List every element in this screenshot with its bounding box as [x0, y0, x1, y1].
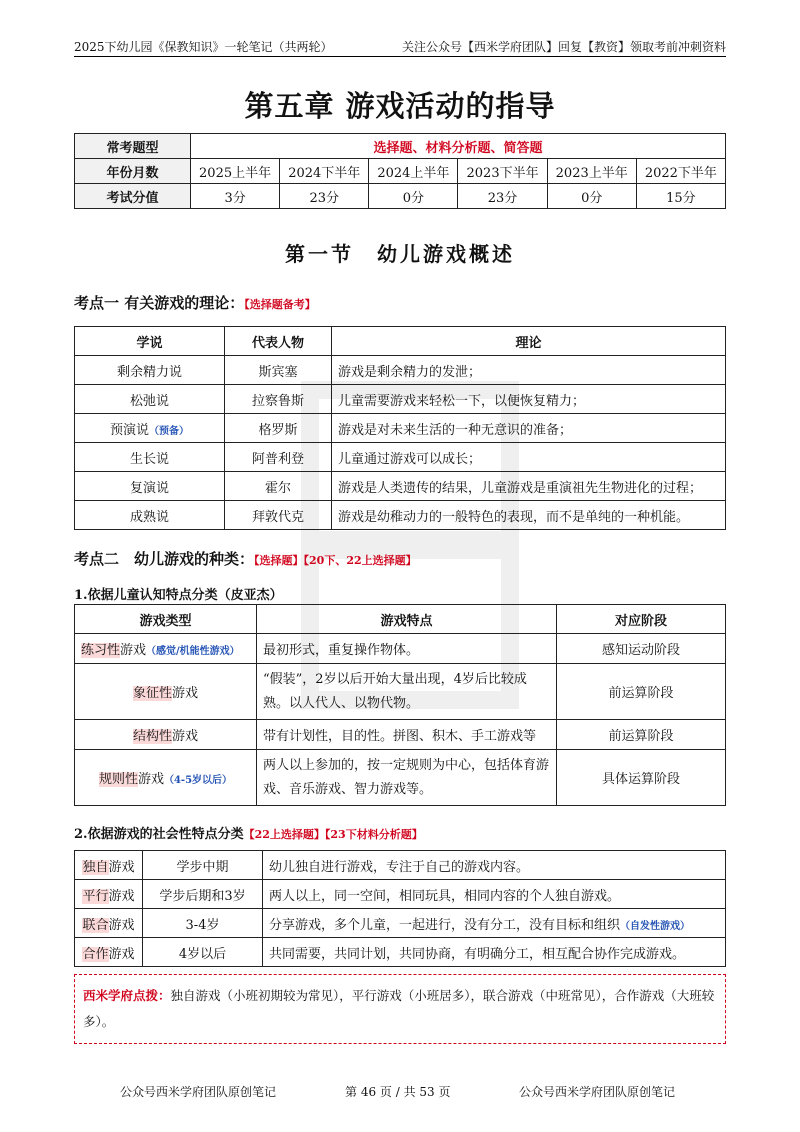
year-cell: 2024上半年: [369, 159, 458, 184]
feature-cell: 最初形式，重复操作物体。: [257, 634, 557, 664]
table-row: [75, 664, 726, 720]
type-suffix: 游戏: [108, 859, 135, 875]
table-row: [75, 634, 726, 664]
type-suffix: 游戏: [108, 888, 135, 904]
theory-cell: [75, 414, 225, 443]
type-highlight: 练习性: [81, 643, 121, 658]
desc-cell: 两人以上，同一空间，相同玩具，相同内容的个人独自游戏。: [263, 880, 726, 909]
score-cell: 15分: [636, 184, 725, 209]
age-cell: 4岁以后: [143, 938, 263, 967]
score-cell: 23分: [458, 184, 547, 209]
theory-cell: 剩余精力说: [75, 356, 225, 385]
kp1-heading: [74, 292, 316, 313]
theory-table: [74, 326, 726, 530]
table-row: [75, 414, 726, 443]
kp2-heading: [74, 548, 417, 569]
year-cell: 2024下半年: [280, 159, 369, 184]
chapter-title: 第五章 游戏活动的指导: [244, 89, 556, 123]
type-highlight: 象征性: [132, 686, 172, 701]
age-cell: 3-4岁: [143, 909, 263, 938]
person-cell: 拉察鲁斯: [225, 385, 332, 414]
stage-cell: 感知运动阶段: [557, 634, 726, 664]
tip-text: 独自游戏（小班初期较为常见），平行游戏（小班居多），联合游戏（中班常见），合作游戏（大班较多）。: [83, 988, 715, 1029]
kp1-title: 考点一 有关游戏的理论：: [74, 294, 245, 312]
desc-cell: 共同需要，共同计划，共同协商，有明确分工，相互配合协作完成游戏。: [263, 938, 726, 967]
table-row: [75, 880, 726, 909]
theory-cell: 成熟说: [75, 501, 225, 530]
social-type-cell: [75, 909, 143, 938]
desc-cell: [263, 909, 726, 938]
content-cell: 游戏是对未来生活的一种无意识的准备；: [332, 414, 726, 443]
kp1-tag: 【选择题备考】: [244, 298, 316, 311]
table-row: [75, 720, 726, 750]
type-cell: [75, 750, 257, 806]
table-row: [75, 385, 726, 414]
type-suffix: 游戏: [172, 729, 199, 744]
score-cell: 3分: [191, 184, 280, 209]
year-cell: 2022下半年: [636, 159, 725, 184]
year-cell: 2023上半年: [547, 159, 636, 184]
type-cell: [75, 634, 257, 664]
exam-type-label: 常考题型: [75, 134, 191, 159]
table-row: [75, 851, 726, 880]
year-cell: 2023下半年: [458, 159, 547, 184]
social-type-cell: [75, 851, 143, 880]
type-cell: [75, 664, 257, 720]
theory-cell: 复演说: [75, 472, 225, 501]
score-cell: 23分: [280, 184, 369, 209]
exam-info-table: [74, 133, 726, 209]
theory-cell: 松弛说: [75, 385, 225, 414]
table-row: [75, 356, 726, 385]
section-title: 第一节 幼儿游戏概述: [285, 242, 515, 266]
tip-box: [74, 974, 726, 1044]
type-note: （4-5岁以后）: [163, 775, 233, 786]
person-cell: 拜敦代克: [225, 501, 332, 530]
page-number: 第 46 页 / 共 53 页: [345, 1085, 451, 1099]
stage-cell: 前运算阶段: [557, 664, 726, 720]
table-row: [75, 443, 726, 472]
stage-cell: 具体运算阶段: [557, 750, 726, 806]
sub1-title: 1.依据儿童认知特点分类（皮亚杰）: [74, 588, 283, 603]
desc-cell: 幼儿独自进行游戏，专注于自己的游戏内容。: [263, 851, 726, 880]
age-cell: 学步中期: [143, 851, 263, 880]
desc-text: 分享游戏，多个儿童，一起进行，没有分工，没有目标和组织: [269, 917, 621, 933]
feature-cell: 带有计划性，目的性。拼图、积木、手工游戏等: [257, 720, 557, 750]
feature-cell: “假装”，2岁以后开始大量出现，4岁后比较成熟。以人代人、以物代物。: [257, 664, 557, 720]
type-highlight: 规则性: [98, 772, 138, 787]
type-header: 游戏类型: [75, 605, 257, 634]
content-cell: 游戏是剩余精力的发泄；: [332, 356, 726, 385]
table-row: [75, 909, 726, 938]
person-cell: 霍尔: [225, 472, 332, 501]
table-row: [75, 938, 726, 967]
social-table: [74, 850, 726, 967]
social-type-cell: [75, 938, 143, 967]
cognitive-table: [74, 604, 726, 806]
theory-name: 预演说: [109, 422, 149, 438]
age-cell: 学步后期和3岁: [143, 880, 263, 909]
type-highlight: 独自: [82, 859, 109, 875]
exam-type-value: 选择题、材料分析题、简答题: [191, 134, 726, 159]
type-suffix: 游戏: [172, 686, 199, 701]
type-cell: [75, 720, 257, 750]
header-left: 2025下幼儿园《保教知识》一轮笔记（共两轮）: [74, 40, 333, 54]
table-row: [75, 501, 726, 530]
type-note: （感觉/机能性游戏）: [146, 646, 240, 657]
table-row: [75, 472, 726, 501]
score-cell: 0分: [547, 184, 636, 209]
kp2-tag: 【选择题】【20下、22上选择题】: [254, 554, 417, 567]
type-highlight: 联合: [82, 917, 109, 933]
type-suffix: 游戏: [108, 946, 135, 962]
type-suffix: 游戏: [108, 917, 135, 933]
feature-header: 游戏特点: [257, 605, 557, 634]
content-header: 理论: [332, 327, 726, 356]
score-cell: 0分: [369, 184, 458, 209]
stage-header: 对应阶段: [557, 605, 726, 634]
type-highlight: 平行: [82, 888, 109, 904]
footer-left: 公众号西米学府团队原创笔记: [120, 1085, 277, 1099]
content-cell: 游戏是幼稚动力的一般特色的表现，而不是单纯的一种机能。: [332, 501, 726, 530]
person-header: 代表人物: [225, 327, 332, 356]
type-highlight: 结构性: [132, 729, 172, 744]
preplan-note: （预备）: [149, 425, 189, 437]
header-right: 关注公众号【西米学府团队】回复【教资】领取考前冲刺资料: [401, 40, 726, 54]
feature-cell: 两人以上参加的，按一定规则为中心，包括体育游戏、音乐游戏、智力游戏等。: [257, 750, 557, 806]
social-type-cell: [75, 880, 143, 909]
sub2-heading: [74, 823, 423, 842]
page-header: [74, 36, 726, 57]
type-suffix: 游戏: [137, 772, 164, 787]
year-label: 年份月数: [75, 159, 191, 184]
content-cell: 儿童需要游戏来轻松一下，以便恢复精力；: [332, 385, 726, 414]
table-row: [75, 750, 726, 806]
sub2-tag: 【22上选择题】【23下材料分析题】: [243, 828, 423, 841]
kp2-title: 考点二 幼儿游戏的种类：: [74, 550, 255, 568]
stage-cell: 前运算阶段: [557, 720, 726, 750]
tip-label: 西米学府点拨：: [83, 988, 171, 1003]
desc-note: （自发性游戏）: [620, 920, 691, 932]
person-cell: 阿普利登: [225, 443, 332, 472]
theory-cell: 生长说: [75, 443, 225, 472]
person-cell: 斯宾塞: [225, 356, 332, 385]
footer-right: 公众号西米学府团队原创笔记: [518, 1085, 675, 1099]
score-label: 考试分值: [75, 184, 191, 209]
type-suffix: 游戏: [120, 643, 147, 658]
person-cell: 格罗斯: [225, 414, 332, 443]
sub2-title: 2.依据游戏的社会性特点分类: [74, 827, 244, 842]
type-highlight: 合作: [82, 946, 109, 962]
content-cell: 游戏是人类遗传的结果，儿童游戏是重演祖先生物进化的过程；: [332, 472, 726, 501]
year-cell: 2025上半年: [191, 159, 280, 184]
theory-header: 学说: [75, 327, 225, 356]
content-cell: 儿童通过游戏可以成长；: [332, 443, 726, 472]
